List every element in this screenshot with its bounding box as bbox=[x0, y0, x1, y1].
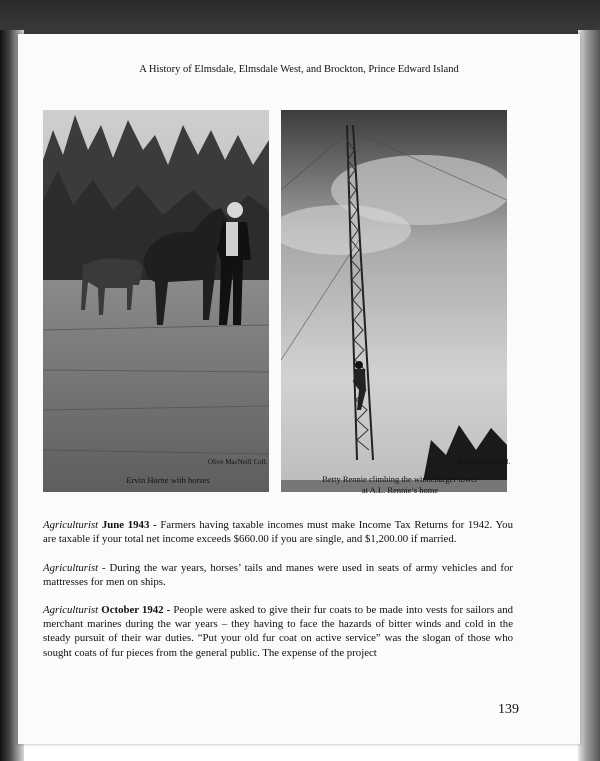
tower-photo-image bbox=[281, 110, 507, 492]
paragraph-date: October 1942 - bbox=[101, 604, 171, 616]
paragraph-horse-tails bbox=[43, 561, 513, 589]
page-number: 139 bbox=[498, 702, 519, 717]
paragraph-text: During the war years, horses’ tails and manes were used in seats of army vehicles and for mattresses for men on ships. bbox=[43, 562, 514, 589]
paragraph-text: People were asked to give their fur coats to be made into vests for sailors and merchant marines during the war years – they having to face the hazards of bitter winds and cold in the steady pursuit of their war duties. “Put your old fur coat on active service” was the slogan of those who sought coats of fur pieces from the general public. The expense of the project bbox=[43, 604, 514, 659]
caption-right-line1: Betty Rennie climbing the windcharger tower bbox=[322, 474, 478, 484]
photo-caption-left: Ervin Horne with horses bbox=[126, 475, 210, 485]
running-header: A History of Elmsdale, Elmsdale West, and Brockton, Prince Edward Island bbox=[139, 64, 459, 75]
photo-credit-left: Olive MacNeill Coll. bbox=[208, 458, 268, 466]
paragraph-source: Agriculturist bbox=[43, 604, 99, 616]
paragraph-source: Agriculturist bbox=[43, 562, 99, 574]
book-edge-right bbox=[578, 30, 600, 761]
photo-windcharger-tower bbox=[281, 110, 507, 492]
caption-right-line2: at A.L. Rennie’s home bbox=[361, 485, 439, 495]
paragraph-text: Farmers having taxable incomes must make Income Tax Returns for 1942. You are taxable if your total net income exceeds $660.00 if you are single, and $1,200.00 if married. bbox=[43, 519, 513, 546]
paragraph-income-tax bbox=[43, 518, 513, 546]
paragraph-dash: - bbox=[102, 562, 106, 574]
paragraph-date: June 1943 - bbox=[101, 519, 157, 531]
paragraph-fur-coats bbox=[43, 603, 513, 660]
horses-photo-image bbox=[43, 110, 269, 492]
photo-ervin-horne-horses bbox=[43, 110, 269, 492]
paragraph-source: Agriculturist bbox=[43, 519, 99, 531]
book-page bbox=[18, 34, 580, 744]
photo-credit-right: Betty Rennie Coll. bbox=[458, 458, 511, 466]
photo-caption-right bbox=[300, 474, 500, 496]
